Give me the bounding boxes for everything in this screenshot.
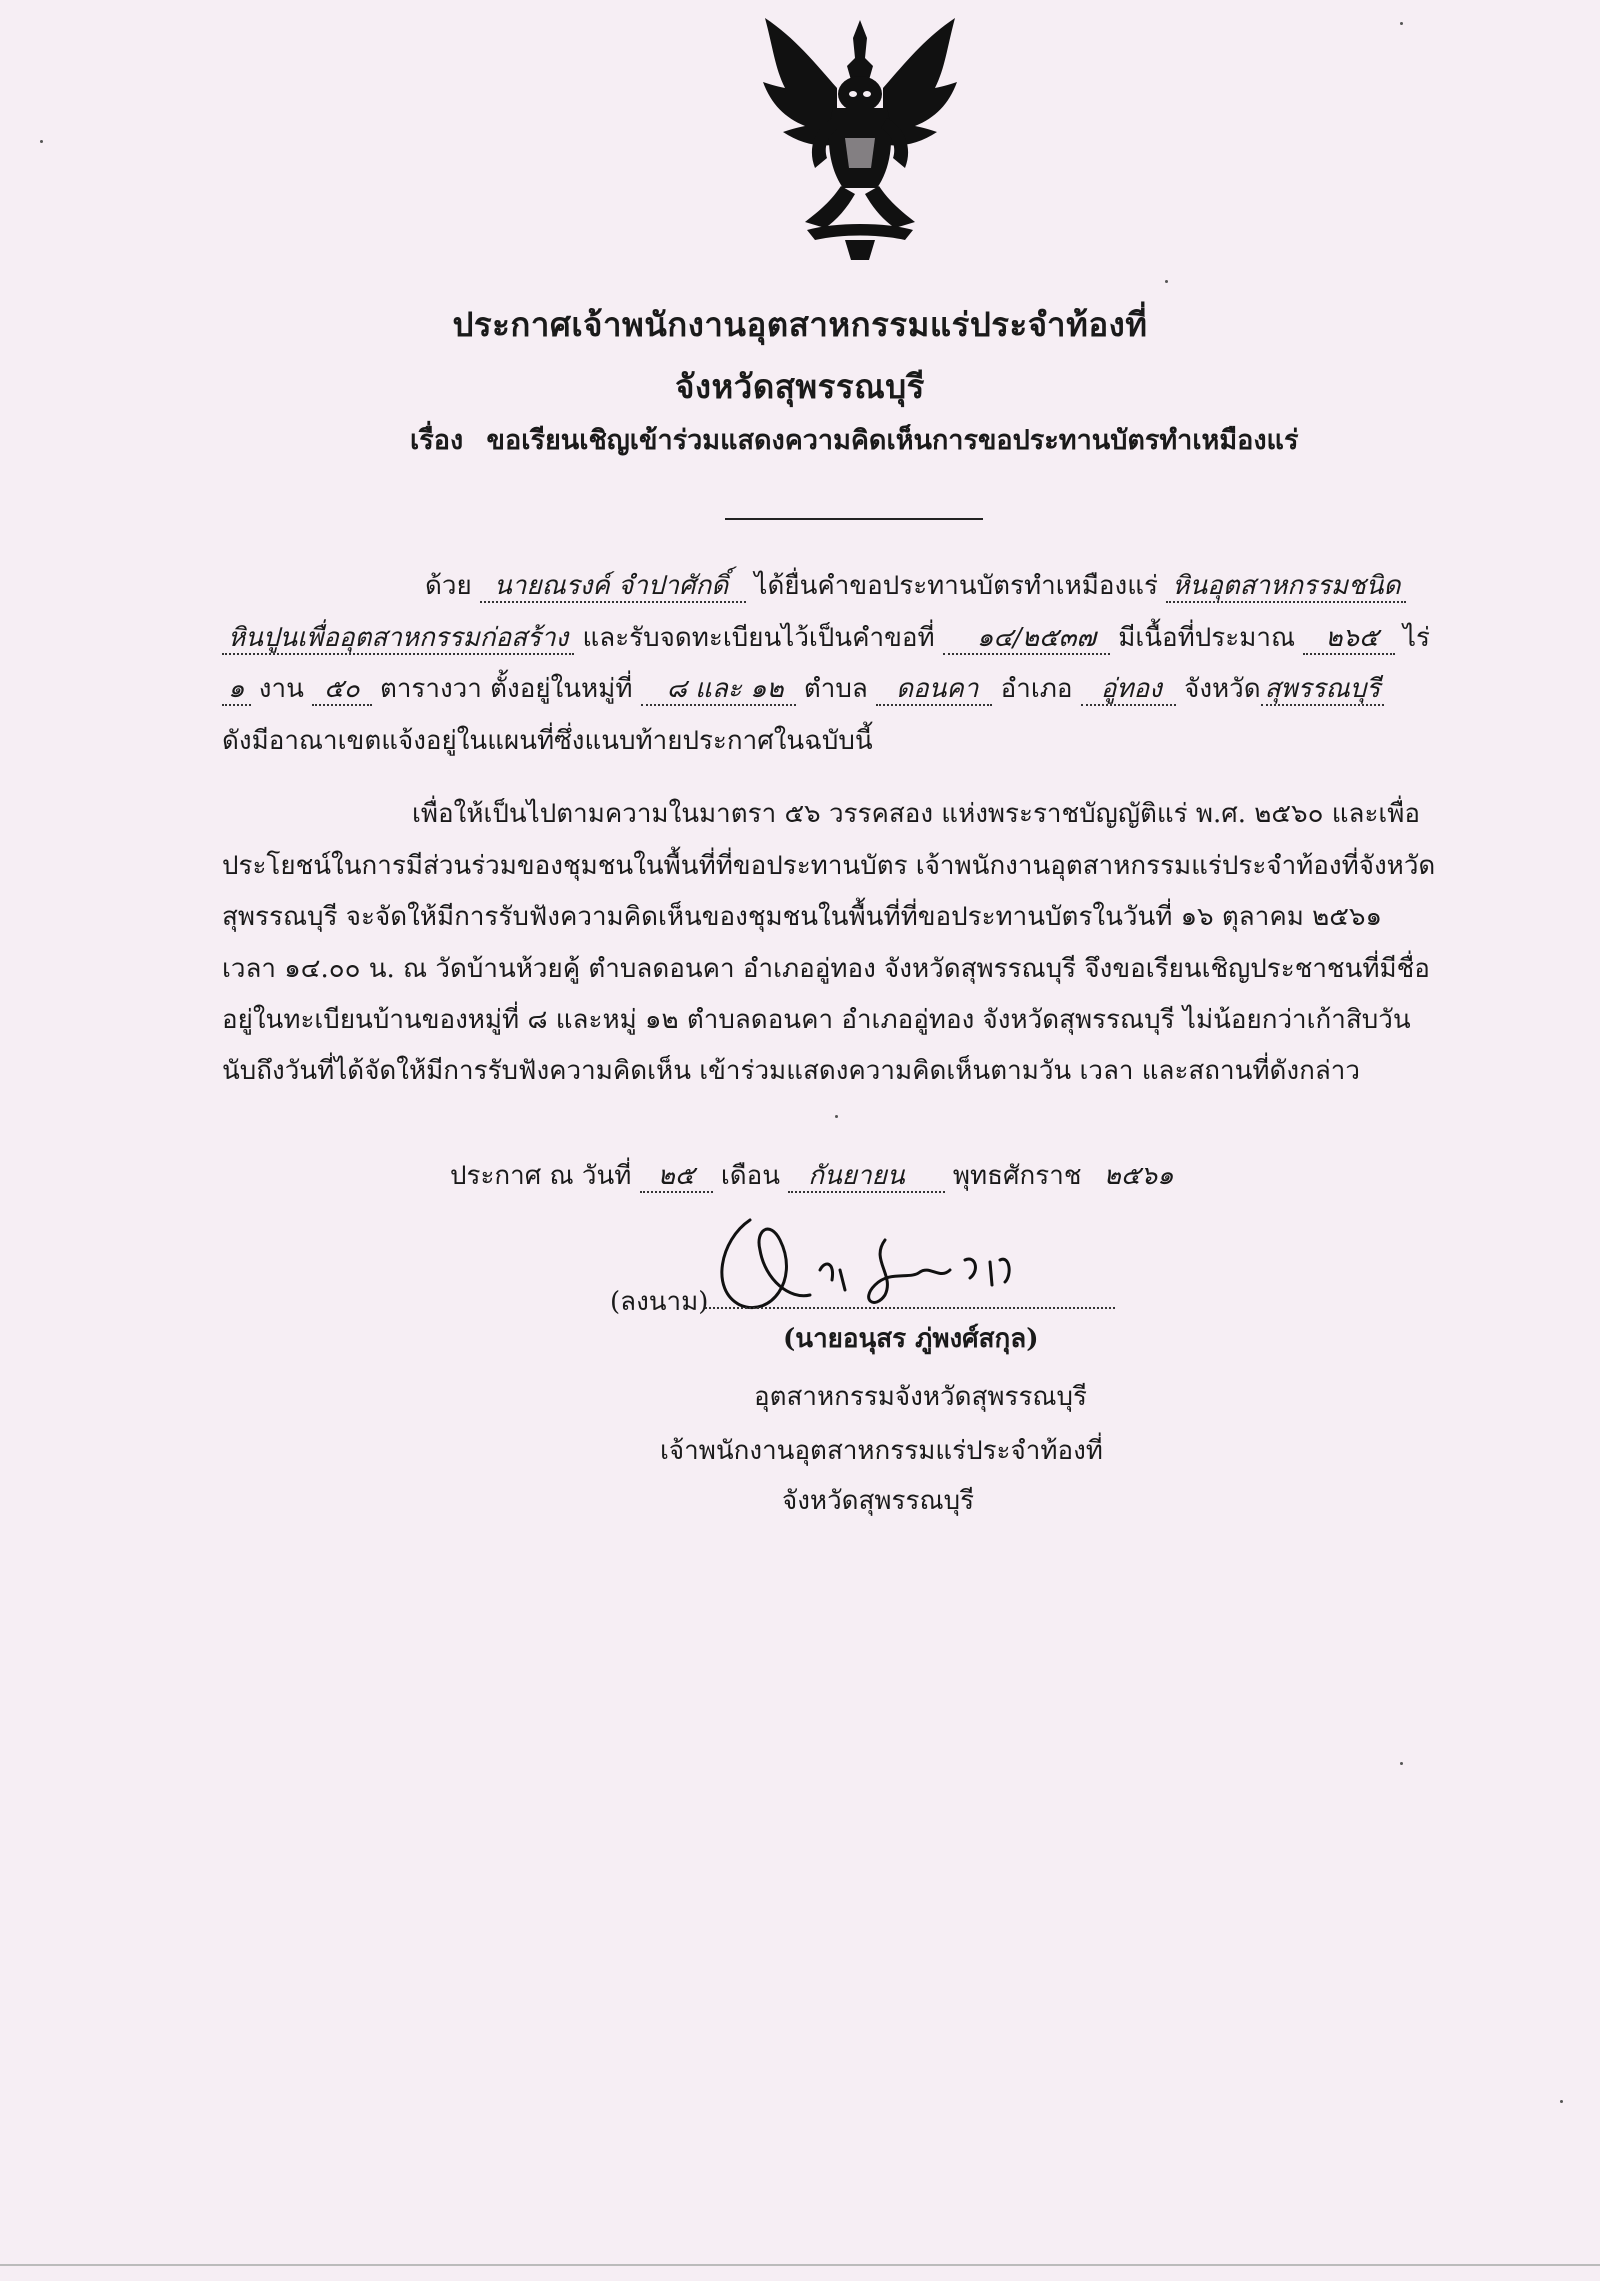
- signatory-position-1: อุตสาหกรรมจังหวัดสุพรรณบุรี: [754, 1382, 1087, 1412]
- mineral-type: หินอุตสาหกรรมชนิด: [1166, 571, 1406, 603]
- amphoe: อู่ทอง: [1081, 674, 1176, 706]
- scan-speck: [1400, 22, 1403, 25]
- page-bottom-edge: [0, 2264, 1600, 2266]
- signature-label: (ลงนาม): [610, 1287, 709, 1317]
- area-rai: ๒๖๕: [1303, 623, 1394, 655]
- para2-line4: เวลา ๑๔.๐๐ น. ณ วัดบ้านห้วยคู้ ตำบลดอนคา อำเภออู่ทอง จังหวัดสุพรรณบุรี จึงขอเรียนเชิญประชาชนที่มีชื่อ: [222, 954, 1430, 984]
- applicant-name: นายณรงค์ จำปาศักดิ์: [480, 571, 746, 603]
- announcement-title: ประกาศเจ้าพนักงานอุตสาหกรรมแร่ประจำท้องที่: [452, 305, 1148, 344]
- para1-text: ตำบล: [803, 674, 868, 704]
- para2-line5: อยู่ในทะเบียนบ้านของหมู่ที่ ๘ และหมู่ ๑๒ ตำบลดอนคา อำเภออู่ทอง จังหวัดสุพรรณบุรี ไม่น้อยกว่าเก้าสิบวัน: [222, 1005, 1411, 1035]
- para1-text: ไร่: [1402, 623, 1430, 653]
- subject-label: เรื่อง: [410, 425, 464, 456]
- para1-text: ตารางวา ตั้งอยู่ในหมู่ที่: [379, 674, 633, 704]
- announce-text: เดือน: [720, 1161, 780, 1191]
- announce-date-line: [450, 1155, 1174, 1196]
- mineral-type-cont: หินปูนเพื่ออุตสาหกรรมก่อสร้าง: [222, 623, 574, 655]
- para2-line3: สุพรรณบุรี จะจัดให้มีการรับฟังความคิดเห็นของชุมชนในพื้นที่ที่ขอประทานบัตรในวันที่ ๑๖ ตุลาคม ๒๕๖๑: [222, 902, 1382, 932]
- para2-line6: นับถึงวันที่ได้จัดให้มีการรับฟังความคิดเห็น เข้าร่วมแสดงความคิดเห็นตามวัน เวลา และสถานที่ดังกล่าว: [222, 1056, 1360, 1086]
- province: สุพรรณบุรี: [1261, 674, 1385, 706]
- para1-line2: [222, 617, 1430, 658]
- announce-year: ๒๕๖๑: [1103, 1161, 1174, 1191]
- signatory-position-2: เจ้าพนักงานอุตสาหกรรมแร่ประจำท้องที่: [660, 1436, 1103, 1466]
- divider-rule: [725, 518, 983, 520]
- scan-speck: [40, 140, 43, 143]
- para2-line1: เพื่อให้เป็นไปตามความในมาตรา ๕๖ วรรคสอง แห่งพระราชบัญญัติแร่ พ.ศ. ๒๕๖๐ และเพื่อ: [412, 799, 1421, 829]
- announce-month: กันยายน: [788, 1161, 944, 1193]
- request-number: ๑๔/๒๕๓๗: [943, 623, 1110, 655]
- subject-text: ขอเรียนเชิญเข้าร่วมแสดงความคิดเห็นการขอประทานบัตรทำเหมืองแร่: [486, 425, 1299, 456]
- tambon: ดอนคา: [876, 674, 992, 706]
- area-ngan: ๑: [222, 674, 251, 706]
- announce-text: พุทธศักราช: [952, 1161, 1082, 1191]
- signatory-name: (นายอนุสร ภู่พงศ์สกุล): [783, 1324, 1039, 1354]
- para1-text: อำเภอ: [1000, 674, 1073, 704]
- para1-line3: [222, 668, 1384, 709]
- para1-text: งาน: [258, 674, 304, 704]
- scan-speck: [1165, 280, 1168, 283]
- area-wa: ๕๐: [312, 674, 372, 706]
- announcement-province: จังหวัดสุพรรณบุรี: [675, 367, 925, 406]
- subject-line: [410, 418, 1298, 461]
- signatory-position-3: จังหวัดสุพรรณบุรี: [782, 1486, 975, 1516]
- para1-line4: ดังมีอาณาเขตแจ้งอยู่ในแผนที่ซึ่งแนบท้ายประกาศในฉบับนี้: [222, 726, 873, 756]
- para1-text: ด้วย: [425, 571, 472, 601]
- signature-dotted-line: [705, 1307, 1115, 1309]
- garuda-emblem: [745, 8, 975, 263]
- para1-line1: [425, 565, 1406, 606]
- scan-speck: [835, 1115, 838, 1118]
- para2-line2: ประโยชน์ในการมีส่วนร่วมของชุมชนในพื้นที่ที่ขอประทานบัตร เจ้าพนักงานอุตสาหกรรมแร่ประจำท้องที่จังหวัด: [222, 851, 1436, 881]
- announce-day: ๒๕: [640, 1161, 713, 1193]
- scan-speck: [1400, 1762, 1403, 1765]
- scan-speck: [1560, 2100, 1563, 2103]
- para1-text: มีเนื้อที่ประมาณ: [1118, 623, 1296, 653]
- village-numbers: ๘ และ ๑๒: [641, 674, 796, 706]
- para1-text: ได้ยื่นคำขอประทานบัตรทำเหมืองแร่: [754, 571, 1158, 601]
- para1-text: และรับจดทะเบียนไว้เป็นคำขอที่: [582, 623, 935, 653]
- announce-text: ประกาศ ณ วันที่: [450, 1161, 632, 1191]
- para1-text: จังหวัด: [1184, 674, 1261, 704]
